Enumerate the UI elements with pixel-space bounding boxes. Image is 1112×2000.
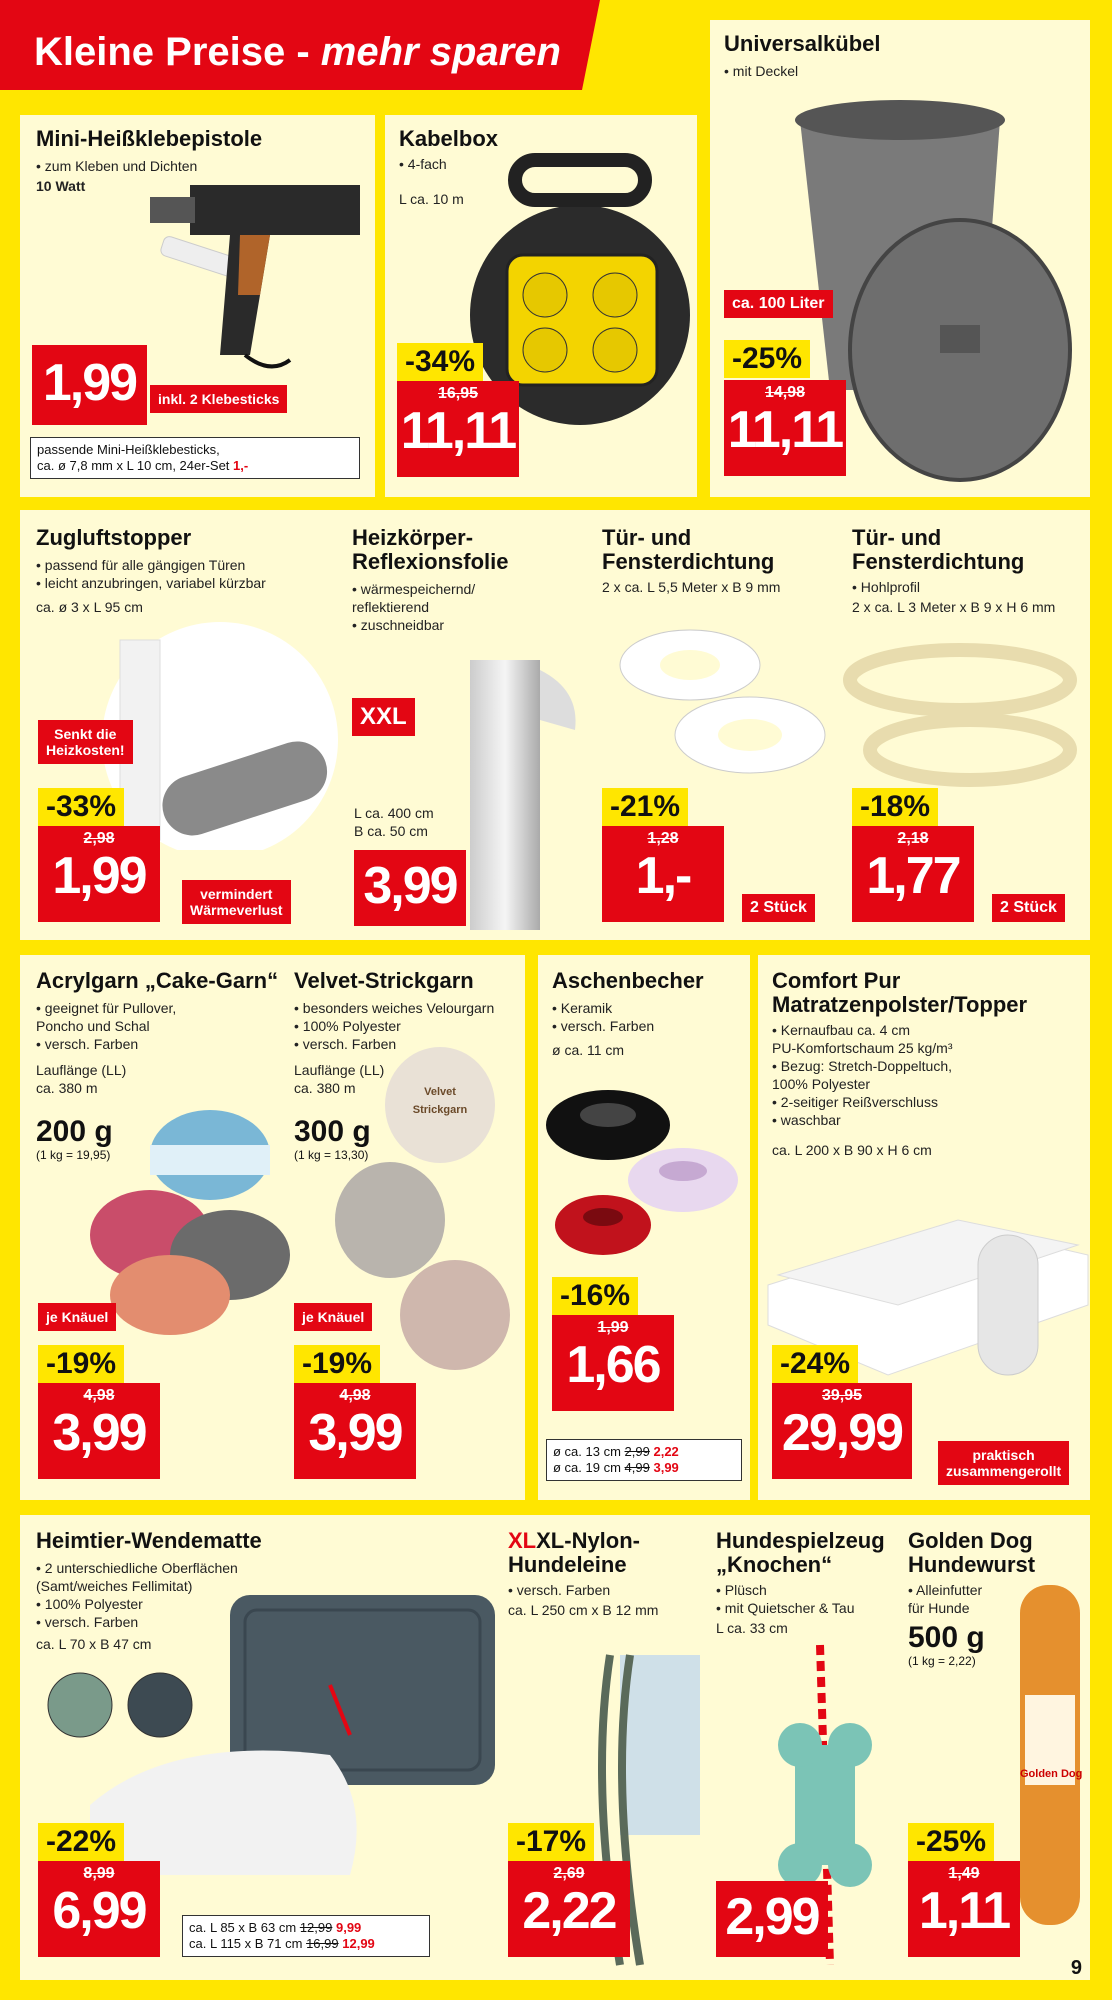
price-badge: 2,99 xyxy=(716,1881,828,1957)
product-glue-gun[interactable] xyxy=(20,115,375,497)
product-cake-yarn[interactable] xyxy=(20,955,290,1500)
product-title: Aschenbecher xyxy=(552,968,704,993)
product-title: Acrylgarn „Cake-Garn“ xyxy=(36,968,279,993)
discount-badge: -19% xyxy=(294,1345,380,1383)
capacity-tag: ca. 100 Liter xyxy=(724,290,833,318)
product-title: Golden Dog Hundewurst xyxy=(908,1528,1036,1577)
quantity-tag: 2 Stück xyxy=(742,894,815,922)
discount-badge: -25% xyxy=(908,1823,994,1861)
product-cable-box[interactable] xyxy=(385,115,697,497)
per-ball-tag: je Knäuel xyxy=(38,1303,116,1331)
savings-tag: Senkt die Heizkosten! xyxy=(38,720,133,764)
brand-label: Golden Dog xyxy=(1020,1768,1083,1780)
price-badge: 14,98 11,11 xyxy=(724,380,846,476)
product-spec: 2 x ca. L 3 Meter x B 9 x H 6 mm xyxy=(852,599,1056,615)
discount-badge: -34% xyxy=(397,343,483,381)
product-bullets: • Kernaufbau ca. 4 cm PU-Komfortschaum 25 kg/m³ • Bezug: Stretch-Doppeltuch, 100% Polyester • 2-seitiger Reißverschluss • waschbar xyxy=(772,1022,953,1128)
discount-badge: -18% xyxy=(852,788,938,826)
price-badge: 2,98 1,99 xyxy=(38,826,160,922)
size-price-table: ø ca. 13 cm 2,99 2,22 ø ca. 19 cm 4,99 3,99 xyxy=(546,1439,742,1481)
discount-badge: -24% xyxy=(772,1345,858,1383)
product-title: Heimtier-Wendematte xyxy=(36,1528,262,1553)
product-bullets: • 4-fach xyxy=(399,156,447,172)
product-door-seal-2[interactable] xyxy=(840,510,1090,940)
discount-badge: -16% xyxy=(552,1277,638,1315)
product-spec: 10 Watt xyxy=(36,178,86,194)
discount-badge: -22% xyxy=(38,1823,124,1861)
discount-badge: -25% xyxy=(724,340,810,378)
product-door-seal-1[interactable] xyxy=(590,510,840,940)
product-spec: ca. L 250 cm x B 12 mm xyxy=(508,1602,659,1618)
page-number: 9 xyxy=(1070,1957,1082,1979)
weight-label: 200 g (1 kg = 19,95) xyxy=(36,1115,113,1162)
xxl-tag: XXL xyxy=(352,698,415,736)
price-badge: 4,98 3,99 xyxy=(38,1383,160,1479)
product-topper[interactable] xyxy=(758,955,1090,1500)
product-title: Tür- und Fensterdichtung xyxy=(852,525,1025,574)
product-bullets: • zum Kleben und Dichten xyxy=(36,158,198,174)
foil-roll-image xyxy=(450,640,590,940)
price-badge: 16,95 11,11 xyxy=(397,381,519,477)
per-ball-tag: je Knäuel xyxy=(294,1303,372,1331)
product-title: Comfort Pur Matratzenpolster/Topper xyxy=(772,968,1028,1017)
product-ashtray[interactable] xyxy=(538,955,750,1500)
product-spec: L ca. 33 cm xyxy=(716,1620,788,1636)
weight-label: 300 g (1 kg = 13,30) xyxy=(294,1115,371,1162)
product-spec: ca. L 200 x B 90 x H 6 cm xyxy=(772,1142,932,1158)
price-badge: 39,95 29,99 xyxy=(772,1383,912,1479)
price-badge: 3,99 xyxy=(354,850,466,926)
discount-badge: -19% xyxy=(38,1345,124,1383)
product-radiator-foil[interactable] xyxy=(340,510,590,940)
price-badge: 4,98 3,99 xyxy=(294,1383,416,1479)
product-title: Tür- und Fensterdichtung xyxy=(602,525,775,574)
seal-tape-image xyxy=(600,610,840,810)
product-draft-stopper[interactable] xyxy=(20,510,340,940)
product-pet-mat[interactable] xyxy=(20,1515,500,1980)
product-bullets: • mit Deckel xyxy=(724,63,799,79)
included-tag: inkl. 2 Klebesticks xyxy=(150,385,287,413)
glue-gun-image xyxy=(150,175,370,395)
page-title: Kleine Preise - mehr sparen xyxy=(34,30,561,74)
ashtray-image xyxy=(538,1065,750,1275)
product-dog-sausage[interactable] xyxy=(900,1515,1090,1980)
product-dog-toy[interactable] xyxy=(710,1515,900,1980)
product-bullets: • Alleinfutter für Hunde xyxy=(908,1582,983,1616)
weight-label: 500 g (1 kg = 2,22) xyxy=(908,1621,985,1668)
price-badge: 1,99 xyxy=(32,345,147,425)
size-price-table: ca. L 85 x B 63 cm 12,99 9,99 ca. L 115 x B 71 cm 16,99 12,99 xyxy=(182,1915,430,1957)
product-spec: Lauflänge (LL) ca. 380 m xyxy=(36,1062,127,1096)
price-badge: 2,18 1,77 xyxy=(852,826,974,922)
product-title: Kabelbox xyxy=(399,126,499,151)
product-bullets: • versch. Farben xyxy=(508,1582,611,1598)
product-title: Zugluftstopper xyxy=(36,525,192,550)
product-bullets: • passend für alle gängigen Türen • leicht anzubringen, variabel kürzbar xyxy=(36,557,266,591)
seal-profile-image xyxy=(840,630,1090,810)
product-bullets: • geeignet für Pullover, Poncho und Schal • versch. Farben xyxy=(36,1000,177,1052)
benefit-tag: vermindert Wärmeverlust xyxy=(182,880,291,924)
yarn-cakes-image xyxy=(80,1105,300,1335)
product-spec: 2 x ca. L 5,5 Meter x B 9 mm xyxy=(602,579,781,595)
discount-badge: -17% xyxy=(508,1823,594,1861)
product-bullets: • besonders weiches Velourgarn • 100% Polyester • versch. Farben xyxy=(294,1000,495,1052)
quantity-tag: 2 Stück xyxy=(992,894,1065,922)
product-spec: L ca. 400 cm B ca. 50 cm xyxy=(354,805,434,839)
price-badge: 1,99 1,66 xyxy=(552,1315,674,1411)
discount-badge: -33% xyxy=(38,788,124,826)
product-bullets: • Hohlprofil xyxy=(852,579,920,595)
product-bullets: • Keramik • versch. Farben xyxy=(552,1000,655,1034)
product-spec: L ca. 10 m xyxy=(399,191,464,207)
product-bullets: • wärmespeichernd/ reflektierend • zuschneidbar xyxy=(352,581,476,633)
yarn-label: Velvet Strickgarn xyxy=(412,1086,468,1116)
product-title: Mini-Heißklebepistole xyxy=(36,126,263,151)
product-velvet-yarn[interactable] xyxy=(280,955,525,1500)
product-spec: ø ca. 11 cm xyxy=(552,1042,625,1058)
price-badge: 2,69 2,22 xyxy=(508,1861,630,1957)
accessory-note: passende Mini-Heißklebesticks, ca. ø 7,8 mm x L 10 cm, 24er-Set 1,- xyxy=(30,437,360,479)
product-bullets: • Plüsch • mit Quietscher & Tau xyxy=(716,1582,855,1616)
product-title: XLXL-Nylon- Hundeleine xyxy=(508,1528,641,1577)
product-leash[interactable] xyxy=(500,1515,710,1980)
price-badge: 1,28 1,- xyxy=(602,826,724,922)
rolled-tag: praktisch zusammengerollt xyxy=(938,1441,1069,1485)
product-title: Velvet-Strickgarn xyxy=(294,968,474,993)
price-badge: 1,49 1,11 xyxy=(908,1861,1020,1957)
product-title: Heizkörper- Reflexionsfolie xyxy=(352,525,509,574)
product-title: Universalkübel xyxy=(724,31,881,56)
price-badge: 8,99 6,99 xyxy=(38,1861,160,1957)
product-spec: ca. ø 3 x L 95 cm xyxy=(36,599,143,615)
product-title: Hundespielzeug „Knochen“ xyxy=(716,1528,885,1577)
product-bullets: • 2 unterschiedliche Oberflächen (Samt/weiches Fellimitat) • 100% Polyester • versch. Farben xyxy=(36,1560,238,1630)
product-spec: ca. L 70 x B 47 cm xyxy=(36,1636,152,1652)
product-bucket[interactable] xyxy=(710,20,1090,497)
product-spec: Lauflänge (LL) ca. 380 m xyxy=(294,1062,385,1096)
discount-badge: -21% xyxy=(602,788,688,826)
